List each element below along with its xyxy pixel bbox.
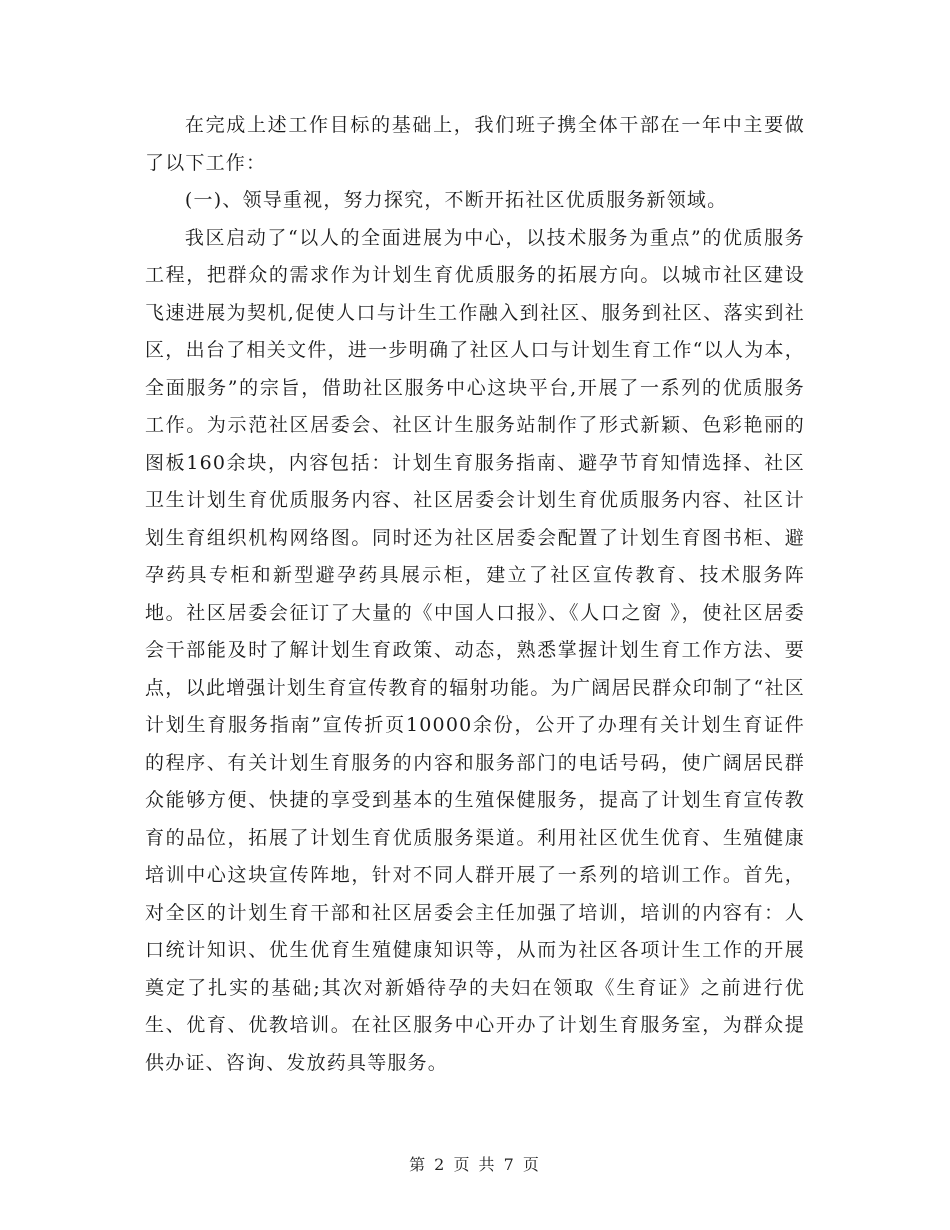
page-footer (0, 1152, 950, 1175)
page-number-label: 第 2 页 共 7 页 (409, 1155, 541, 1174)
paragraph-body: 我区启动了“以人的全面进展为中心，以技术服务为重点”的优质服务工程，把群众的需求作为计划生育优质服务的拓展方向。以城市社区建设飞速进展为契机,促使人口与计生工作融入到社区、服务到社区、落实到社区，出台了相关文件，进一步明确了社区人口与计划生育工作“以人为本，全面服务”的宗旨，借助社区服务中心这块平台,开展了一系列的优质服务工作。为示范社区居委会、社区计生服务站制作了形式新颖、色彩艳丽的图板160余块，内容包括：计划生育服务指南、避孕节育知情选择、社区卫生计划生育优质服务内容、社区居委会计划生育优质服务内容、社区计划生育组织机构网络图。同时还为社区居委会配置了计划生育图书柜、避孕药具专柜和新型避孕药具展示柜，建立了社区宣传教育、技术服务阵地。社区居委会征订了大量的《中国人口报》、《人口之窗 》，使社区居委会干部能及时了解计划生育政策、动态，熟悉掌握计划生育工作方法、要点，以此增强计划生育宣传教育的辐射功能。为广阔居民群众印制了“社区计划生育服务指南”宣传折页10000余份，公开了办理有关计划生育证件的程序、有关计划生育服务的内容和服务部门的电话号码，使广阔居民群众能够方便、快捷的享受到基本的生殖保健服务，提高了计划生育宣传教育的品位，拓展了计划生育优质服务渠道。利用社区优生优育、生殖健康培训中心这块宣传阵地，针对不同人群开展了一系列的培训工作。首先，对全区的计划生育干部和社区居委会主任加强了培训，培训的内容有：人口统计知识、优生优育生殖健康知识等，从而为社区各项计生工作的开展奠定了扎实的基础;其次对新婚待孕的夫妇在领取《生育证》之前进行优生、优育、优教培训。在社区服务中心开办了计划生育服务室，为群众提供办证、咨询、发放药具等服务。 (145, 226, 805, 1074)
section-heading: (一)、领导重视，努力探究，不断开拓社区优质服务新领域。 (184, 189, 728, 211)
paragraph-intro: 在完成上述工作目标的基础上，我们班子携全体干部在一年中主要做了以下工作： (145, 114, 805, 174)
document-body (145, 107, 805, 1082)
